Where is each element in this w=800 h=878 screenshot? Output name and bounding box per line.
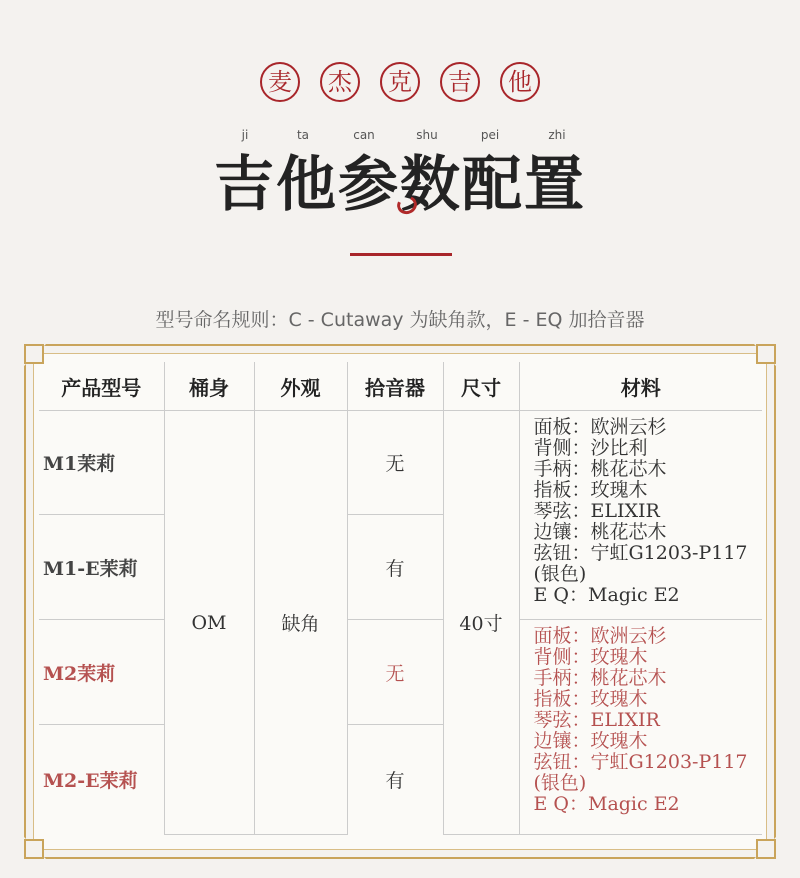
- material-line: 背侧：玫瑰木: [533, 646, 648, 668]
- material-line: 指板：玫瑰木: [533, 479, 648, 501]
- header-appearance: 外观: [254, 362, 347, 411]
- pinyin-label: ta: [296, 128, 310, 142]
- material-line: (银色): [533, 772, 587, 794]
- material-line: 弦钮：宁虹G1203-P117: [533, 751, 748, 773]
- material-line: 面板：欧洲云杉: [533, 625, 667, 647]
- brand-seal-char: 吉: [440, 62, 480, 102]
- header-pickup: 拾音器: [347, 362, 443, 411]
- material-line: 面板：欧洲云杉: [533, 416, 667, 438]
- pickup-cell: 有: [347, 725, 443, 835]
- model-cell: M1-E茉莉: [39, 515, 164, 620]
- material-line: (银色): [533, 563, 587, 585]
- model-cell: M2-E茉莉: [43, 770, 138, 793]
- spec-table: [39, 362, 762, 835]
- pickup-cell: 无: [347, 620, 443, 725]
- material-line: E Q：Magic E2: [533, 584, 680, 606]
- page-title: 吉他参数配置: [214, 150, 586, 220]
- header-materials: 材料: [519, 362, 762, 411]
- pinyin-label: ji: [241, 128, 249, 142]
- appearance-cell: 缺角: [254, 411, 347, 835]
- materials-cell-m1: [519, 411, 762, 620]
- naming-rule-text: 型号命名规则：C - Cutaway 为缺角款，E - EQ 加拾音器: [155, 309, 645, 331]
- pinyin-label: shu: [416, 128, 438, 142]
- materials-cell-m2: [519, 620, 762, 835]
- model-cell: M1茉莉: [39, 411, 164, 515]
- material-line: 背侧：沙比利: [533, 437, 648, 459]
- material-line: E Q：Magic E2: [533, 793, 680, 815]
- title-underline: [350, 253, 452, 256]
- frame-corner: [756, 344, 776, 364]
- table-row: [39, 411, 762, 515]
- pinyin-label: pei: [480, 128, 500, 142]
- brand-seals: [0, 62, 800, 102]
- material-line: 手柄：桃花芯木: [533, 458, 667, 480]
- brand-seal-char: 麦: [260, 62, 300, 102]
- brand-seal-char: 他: [500, 62, 540, 102]
- material-line: 琴弦：ELIXIR: [533, 709, 660, 731]
- material-line: 边镶：玫瑰木: [533, 730, 648, 752]
- header-model: 产品型号: [39, 362, 164, 411]
- material-line: 琴弦：ELIXIR: [533, 500, 660, 522]
- pinyin-label: zhi: [548, 128, 566, 142]
- brand-seal-char: 杰: [320, 62, 360, 102]
- table-row: [39, 620, 762, 725]
- material-line: 指板：玫瑰木: [533, 688, 648, 710]
- frame-corner: [24, 839, 44, 859]
- pickup-cell: 有: [347, 515, 443, 620]
- material-line: 弦钮：宁虹G1203-P117: [533, 542, 748, 564]
- header-body: 桶身: [164, 362, 254, 411]
- size-cell: 40寸: [443, 411, 519, 835]
- pinyin-row: [218, 128, 582, 146]
- model-cell: M2茉莉: [39, 620, 164, 725]
- pinyin-label: can: [353, 128, 375, 142]
- pickup-cell: 无: [347, 411, 443, 515]
- frame-corner: [756, 839, 776, 859]
- brand-seal-char: 克: [380, 62, 420, 102]
- header-size: 尺寸: [443, 362, 519, 411]
- material-line: 手柄：桃花芯木: [533, 667, 667, 689]
- body-cell: OM: [164, 411, 254, 835]
- frame-corner: [24, 344, 44, 364]
- material-line: 边镶：桃花芯木: [533, 521, 667, 543]
- table-header-row: [39, 362, 762, 411]
